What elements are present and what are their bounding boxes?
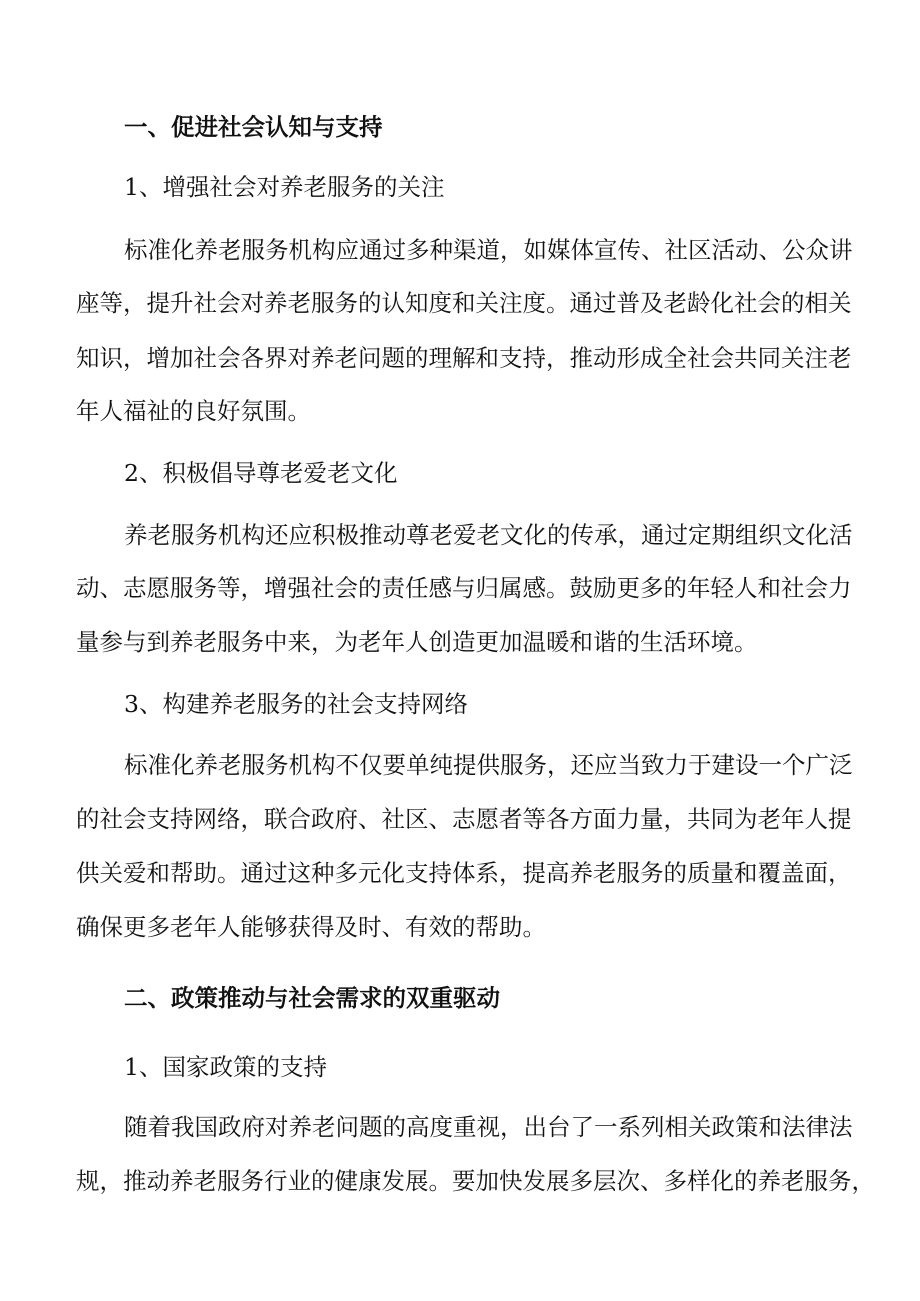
paragraph-line: 年人福祉的良好氛围。 <box>76 397 311 425</box>
paragraph-line: 确保更多老年人能够获得及时、有效的帮助。 <box>76 913 546 941</box>
paragraph-line: 的社会支持网络，联合政府、社区、志愿者等各方面力量，共同为老年人提 <box>76 805 852 833</box>
paragraph-line: 养老服务机构还应积极推动尊老爱老文化的传承，通过定期组织文化活 <box>124 521 853 549</box>
subsection-title-1-3: 3、构建养老服务的社会支持网络 <box>124 690 468 718</box>
subsection-title-1-1: 1、增强社会对养老服务的关注 <box>124 173 445 201</box>
paragraph-line: 供关爱和帮助。通过这种多元化支持体系，提高养老服务的质量和覆盖面， <box>76 859 852 887</box>
paragraph-line: 动、志愿服务等，增强社会的责任感与归属感。鼓励更多的年轻人和社会力 <box>76 574 852 602</box>
section-heading-1: 一、促进社会认知与支持 <box>124 113 383 141</box>
paragraph-line: 座等，提升社会对养老服务的认知度和关注度。通过普及老龄化社会的相关 <box>76 289 852 317</box>
paragraph-line: 标准化养老服务机构不仅要单纯提供服务，还应当致力于建设一个广泛 <box>124 751 853 779</box>
subsection-title-1-2: 2、积极倡导尊老爱老文化 <box>124 459 398 487</box>
paragraph-line: 知识，增加社会各界对养老问题的理解和支持，推动形成全社会共同关注老 <box>76 344 852 372</box>
paragraph-line: 随着我国政府对养老问题的高度重视，出台了一系列相关政策和法律法 <box>124 1113 853 1141</box>
paragraph-line: 规，推动养老服务行业的健康发展。要加快发展多层次、多样化的养老服务， <box>76 1167 875 1195</box>
section-heading-2: 二、政策推动与社会需求的双重驱动 <box>124 984 500 1012</box>
paragraph-line: 标准化养老服务机构应通过多种渠道，如媒体宣传、社区活动、公众讲 <box>124 236 853 264</box>
subsection-title-2-1: 1、国家政策的支持 <box>124 1053 327 1081</box>
paragraph-line: 量参与到养老服务中来，为老年人创造更加温暖和谐的生活环境。 <box>76 628 758 656</box>
